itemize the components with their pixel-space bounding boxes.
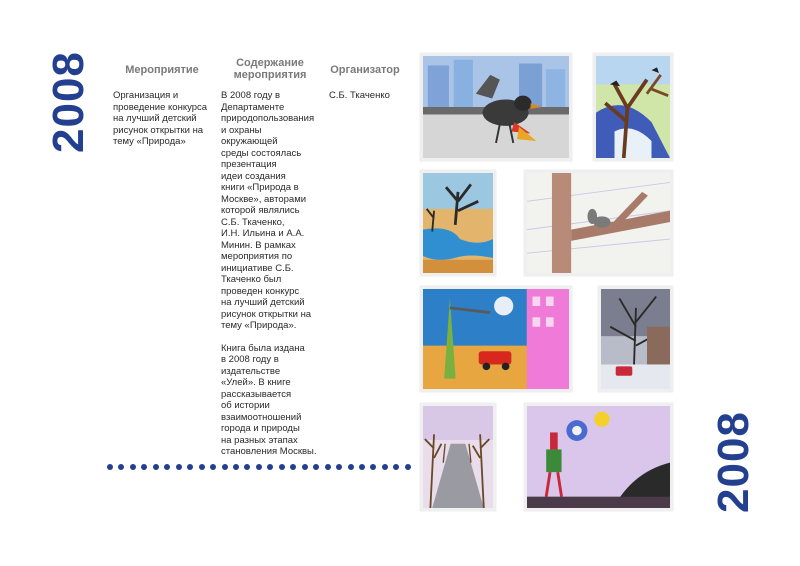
- content-line: города и природы: [221, 423, 300, 434]
- content-line: И.Н. Ильина и А.А.: [221, 228, 305, 239]
- content-line: и охраны: [221, 124, 262, 136]
- content-line: идеи создания: [221, 170, 286, 182]
- winter-street-drawing: [598, 286, 673, 392]
- header-organizer: [325, 64, 405, 76]
- content-line: окружающей: [221, 136, 278, 147]
- event-line: на лучший детский: [113, 113, 197, 124]
- content-line: взаимоотношений: [221, 411, 302, 423]
- content-line: на лучший детский: [221, 297, 305, 308]
- content-line: в 2008 году в: [221, 354, 279, 365]
- header-event-text: Мероприятие: [125, 64, 199, 76]
- content-line: которой являлись: [221, 205, 300, 216]
- event-line: Организация и: [113, 90, 179, 101]
- content-line: «Улей». В книге: [221, 377, 291, 388]
- year-label-left: 2008: [44, 51, 93, 153]
- header-content-line2: мероприятия: [233, 69, 307, 81]
- event-line: тему «Природа»: [113, 136, 186, 147]
- river-with-trees-drawing: [420, 170, 496, 276]
- content-line: об истории: [221, 400, 270, 411]
- content-line: на разных этапах: [221, 434, 298, 446]
- content-line: рассказывается: [221, 388, 292, 400]
- content-line: тему «Природа».: [221, 320, 297, 331]
- content-line: презентация: [221, 159, 277, 170]
- content-line: среды состоялась: [221, 147, 302, 159]
- year-label-right: 2008: [709, 411, 758, 513]
- content-line: книги «Природа в: [221, 182, 299, 193]
- content-line: мероприятия по: [221, 251, 293, 262]
- organizer-name: С.Б. Ткаченко: [329, 90, 390, 101]
- flower-figure-drawing: [524, 403, 673, 511]
- content-line: инициативе С.Б.: [221, 262, 294, 274]
- header-content: [220, 57, 320, 81]
- content-paragraph-1: [221, 90, 326, 332]
- header-content-line1: Содержание: [236, 57, 304, 69]
- crane-and-car-drawing: [420, 286, 572, 392]
- squirrel-on-tree-drawing: [524, 170, 673, 276]
- tree-with-birds-drawing: [593, 53, 673, 161]
- content-description: [221, 90, 326, 458]
- header-event: [112, 64, 212, 76]
- content-line: Книга была издана: [221, 342, 305, 354]
- event-description: [113, 90, 218, 148]
- content-line: Москве», авторами: [221, 193, 307, 205]
- header-organizer-text: Организатор: [330, 64, 400, 76]
- content-paragraph-2: [221, 343, 326, 458]
- content-line: становления Москвы.: [221, 446, 317, 457]
- content-line: издательстве: [221, 365, 281, 377]
- event-line: проведение конкурса: [113, 101, 208, 113]
- content-line: В 2008 году в: [221, 90, 281, 101]
- content-line: природопользования: [221, 113, 315, 124]
- crow-in-city-drawing: [420, 53, 572, 161]
- content-line: Ткаченко был: [221, 274, 282, 285]
- content-line: Департаменте: [221, 101, 285, 113]
- content-line: рисунок открытки на: [221, 308, 312, 320]
- content-line: Минин. В рамках: [221, 239, 296, 251]
- content-line: С.Б. Ткаченко,: [221, 216, 285, 228]
- dotted-divider: [107, 463, 411, 471]
- tree-lined-road-drawing: [420, 403, 496, 511]
- event-line: рисунок открытки на: [113, 124, 204, 136]
- content-line: проведен конкурс: [221, 285, 300, 297]
